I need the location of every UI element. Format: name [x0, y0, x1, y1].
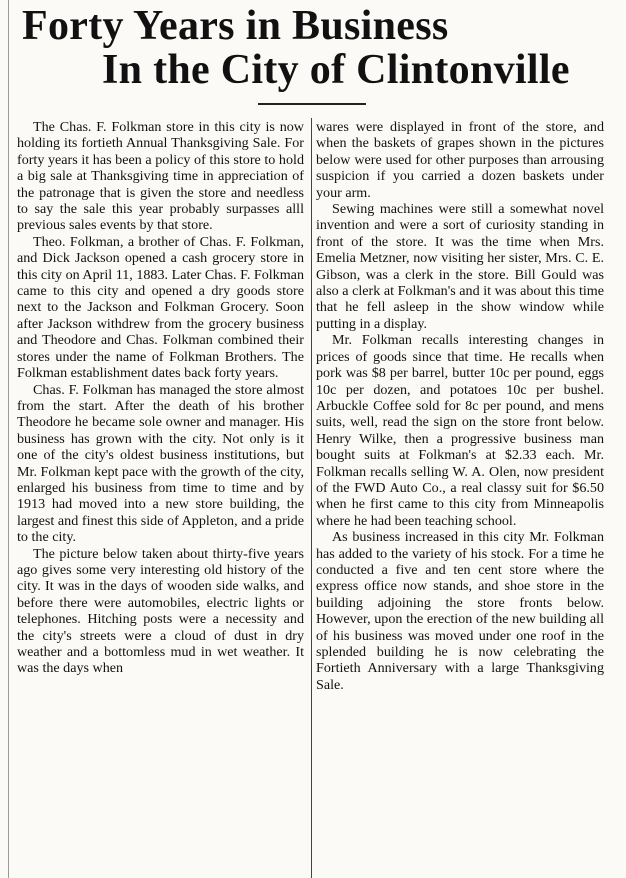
left-column — [17, 119, 304, 677]
paragraph: As business increased in this city Mr. Folkman has added to the variety of his stock. For a time he conducted a five and ten cent store where the express office now stands, and shoe store in the building adjoining the store fronts below. However, upon the erection of the new building all of his business was moved under one roof in the splended building he is now celebrating the Fortieth Anniversary with a large Thanksgiving Sale. — [316, 529, 604, 693]
clipping-left-edge — [8, 0, 9, 878]
paragraph: Sewing machines were still a somewhat novel invention and were a sort of curiosity standing in front of the store. It was the time when Mrs. Emelia Metzner, now visiting her sister, Mrs. C. E. Gibson, was a clerk in the store. Bill Gould was also a clerk at Folkman's and it was about this time that he fell asleep in the show window while putting in a display. — [316, 201, 604, 332]
headline-line-2: In the City of Clintonville — [102, 47, 570, 93]
paragraph: Chas. F. Folkman has managed the store almost from the start. After the death of his brother Theodore he became sole owner and manager. His business has grown with the city. Not only is it one of the city's oldest business institutions, but Mr. Folkman kept pace with the growth of the city, enlarged his business from time to time and by 1913 had moved into a new store building, the largest and finest this side of Appleton, and a pride to the city. — [17, 381, 304, 546]
headline — [0, 0, 626, 100]
paragraph: Theo. Folkman, a brother of Chas. F. Folkman, and Dick Jackson opened a cash grocery store in this city on April 11, 1883. Later Chas. F. Folkman came to this city and opened a dry goods store next to the Jackson and Folkman Grocery. Soon after Jackson withdrew from the grocery business and Theodore and Chas. Folkman combined their stores under the name of Folkman Brothers. The Folkman establishment dates back forty years. — [17, 233, 304, 382]
paragraph: Mr. Folkman recalls interesting changes in prices of goods since that time. He recalls when pork was $8 per barrel, butter 10c per pound, eggs 10c per dozen, and potatoes 10c per bushel. Arbuckle Coffee sold for 8c per pound, and mens suits, well, read the sign on the store front below. Henry Wilke, then a progressive business man bought suits at Folkman's at $2.33 each. Mr. Folkman recalls selling W. A. Olen, now president of the FWD Auto Co., a real classy suit for $6.50 when he first came to this city from Minneapolis where he had been teaching school. — [316, 332, 604, 529]
headline-rule — [258, 103, 366, 105]
paragraph: The picture below taken about thirty-five years ago gives some very interesting old history of the city. It was in the days of wooden side walks, and before there were automobiles, electric lights or telephones. Hitching posts were a necessity and the city's streets were a cloud of dust in dry weather and a bottomless mud in wet weather. It was the days when — [17, 545, 304, 677]
column-divider — [311, 118, 312, 878]
right-column — [316, 119, 604, 693]
headline-line-1: Forty Years in Business — [22, 3, 449, 49]
paragraph: wares were displayed in front of the store, and when the baskets of grapes shown in the pictures below were used for other purposes than arrousing suspicion if you carried a dozen baskets under your arm. — [316, 119, 604, 201]
paragraph: The Chas. F. Folkman store in this city is now holding its fortieth Annual Thanksgiving Sale. For forty years it has been a policy of this store to hold a big sale at Thanksgiving time in appreciation of the patronage that is given the store and needless to say the sale this year probably surpasses alll previous sales events by that store. — [17, 119, 304, 234]
